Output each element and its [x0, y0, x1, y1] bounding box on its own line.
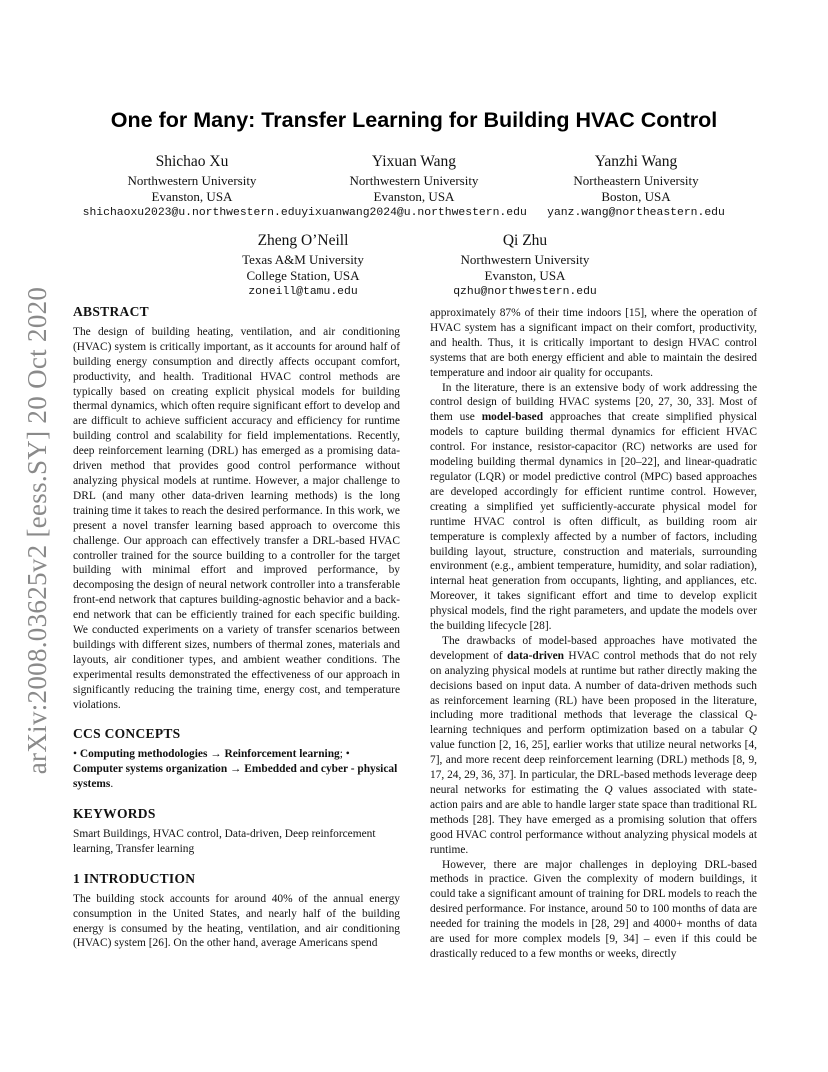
ccs-concepts: [73, 747, 400, 792]
ccs-item1a: Computing methodologies: [79, 748, 208, 761]
keywords-text: Smart Buildings, HVAC control, Data-driven, Deep reinforcement learning, Transfer learning: [73, 828, 376, 855]
author-affiliation: Texas A&M University: [242, 252, 364, 267]
ccs-heading: CCS CONCEPTS: [73, 726, 181, 742]
author-email: qzhu@northwestern.edu: [453, 286, 597, 298]
author-affiliation: Northwestern University: [460, 252, 590, 267]
text-span: The drawbacks of model-based approaches have motivated the development of: [430, 634, 757, 662]
author-name: Qi Zhu: [502, 232, 548, 249]
text-span: approaches that create simplified physical models to capture building thermal dynamics for efficient HVAC control. For instance, resistor-capacitor (RC) networks are used for modeling building thermal dynamics in [20–22], and linear-quadratic regulator (LQR) or model predictive control (MPC) based approaches are developed accordingly for efficient runtime control. However, creating a simplified yet sufficiently-accurate physical model for runtime HVAC control is often difficult, as building room air temperature is complexly affected by a number of factors, including building layout, structure, construction and materials, surrounding environment (e.g., ambient temperature, humidity, and solar radiation), internal heat generation from occupants, lighting, and appliances, etc. Moreover, it takes significant effort and time to develop explicit physical models, find the right parameters, and update the models over the building lifecycle [28].: [430, 411, 758, 633]
intro-paragraph: However, there are major challenges in deploying DRL-based methods in practice. Given the complexity of modern buildings, it could take a significant amount of training for DRL models to reach the desired performance. For instance, around 50 to 100 months of data are needed for training the models in [28, 29] and 4000+ months of data are used for more complex models [9, 34] – even if this could be drastically reduced to a few months or weeks, directly: [430, 858, 757, 960]
author-affiliation: Northwestern University: [349, 173, 479, 188]
ccs-arrow: →: [230, 763, 242, 776]
ccs-arrow: →: [210, 748, 222, 761]
ccs-bullet: •: [345, 748, 350, 761]
author-block: [390, 231, 660, 300]
math-symbol: Q: [748, 724, 757, 737]
math-symbol: Q: [604, 784, 613, 796]
arxiv-identifier-text: arXiv:2008.03625v2 [eess.SY] 20 Oct 2020: [22, 286, 53, 774]
emphasis-text: data-driven: [507, 649, 565, 662]
author-name: Yanzhi Wang: [594, 153, 678, 170]
intro-paragraph: The building stock accounts for around 40% of the annual energy consumption in the United States, and nearly half of the building energy is consumed by the heating, ventilation, and air conditioning (HVAC) system [26]. On the other hand, average Americans spend: [73, 892, 400, 950]
author-name: Shichao Xu: [155, 153, 229, 170]
text-span: In the literature, there is an extensive body of work addressing the control design of building HVAC systems [20, 27, 30, 33]. Most of them use: [430, 381, 757, 424]
author-location: Evanston, USA: [151, 189, 233, 204]
text-span: value function [2, 16, 25], earlier works that utilize neural networks [4, 7], and more recent deep reinforcement learning (DRL) methods [8, 9, 17, 24, 29, 36, 37]. In particular, the DRL-based methods leverage deep neural networks for estimating the: [430, 739, 757, 796]
ccs-sep: ;: [339, 748, 343, 761]
abstract-text: The design of building heating, ventilation, and air conditioning (HVAC) system is critically important, as it accounts for around half of building energy consumption and directly affects occupant comfort, productivity, and health. Traditional HVAC control methods are typically based on creating explicit physical models for building thermal dynamics, which often require significant effort to develop and are difficult to achieve sufficient accuracy and efficiency for runtime building control and scalability for field implementations. Recently, deep reinforcement learning (DRL) has emerged as a promising data-driven method that provides good control performance without analyzing physical models at runtime. However, a major challenge to DRL (and many other data-driven learning methods) is the long training time it takes to reach the desired performance. In this work, we present a novel transfer learning based approach to overcome this challenge. Our approach can effectively transfer a DRL-based HVAC controller trained for the source building to a controller for the target building with minimal effort and improved performance, by decomposing the design of neural network controller into a transferable front-end network that captures building-agnostic behavior and a back-end network that can be efficiently trained for each specific building. We conducted experiments on a variety of transfer scenarios between buildings with different sizes, numbers of thermal zones, materials and layouts, air conditioner types, and ambient weather conditions. The experimental results demonstrated the effectiveness of our approach in significantly reducing the training time, energy cost, and temperature violations.: [73, 325, 400, 711]
author-affiliation: Northwestern University: [127, 173, 257, 188]
intro-paragraph-continued: approximately 87% of their time indoors [15], where the operation of HVAC system has a significant impact on their comfort, productivity, and health. Thus, it is critically important to design HVAC control systems that are both energy efficient and able to maintain the desired temperature and indoor air quality for occupants.: [430, 307, 757, 379]
ccs-item2b: Embedded and cyber - physical systems: [73, 763, 398, 791]
paper-title: One for Many: Transfer Learning for Building HVAC Control: [110, 108, 718, 132]
right-column: [430, 306, 757, 962]
author-name: Yixuan Wang: [371, 153, 457, 170]
author-block: [501, 152, 771, 221]
left-column: [73, 305, 400, 951]
ccs-end: .: [110, 778, 114, 791]
intro-paragraph: [430, 381, 757, 634]
author-email: zoneill@tamu.edu: [248, 286, 358, 298]
author-location: Evanston, USA: [484, 268, 566, 283]
intro-paragraph: [430, 634, 757, 858]
ccs-item1b: Reinforcement learning: [224, 748, 340, 761]
author-location: Boston, USA: [601, 189, 671, 204]
author-location: Evanston, USA: [373, 189, 455, 204]
keywords-heading: KEYWORDS: [73, 806, 156, 822]
author-name: Zheng O’Neill: [257, 232, 349, 249]
text-span: HVAC control methods that do not rely on analyzing physical models at runtime but rather directly making the decisions based on input data. A number of data-driven methods such as reinforcement learning (RL) have been proposed in the literature, including more traditional methods that leverage the classical Q-learning techniques and perform optimization based on a tabular: [430, 649, 757, 737]
ccs-item2a: Computer systems organization: [73, 763, 228, 776]
arxiv-identifier: [18, 280, 58, 780]
emphasis-text: model-based: [481, 411, 544, 424]
text-span: values associated with state-action pairs and are able to handle larger state space than traditional RL methods [28]. They have emerged as a promising solution that offers good HVAC control performance without analyzing physical models at runtime.: [430, 784, 758, 856]
author-location: College Station, USA: [246, 268, 360, 283]
author-email: yixuanwang2024@u.northwestern.edu: [301, 207, 527, 219]
abstract-heading: ABSTRACT: [73, 304, 149, 319]
author-affiliation: Northeastern University: [573, 173, 699, 188]
ccs-bullet: •: [73, 748, 77, 761]
intro-heading: 1 INTRODUCTION: [73, 870, 196, 886]
author-email: yanz.wang@northeastern.edu: [547, 207, 725, 219]
author-email: shichaoxu2023@u.northwestern.edu: [82, 207, 302, 219]
